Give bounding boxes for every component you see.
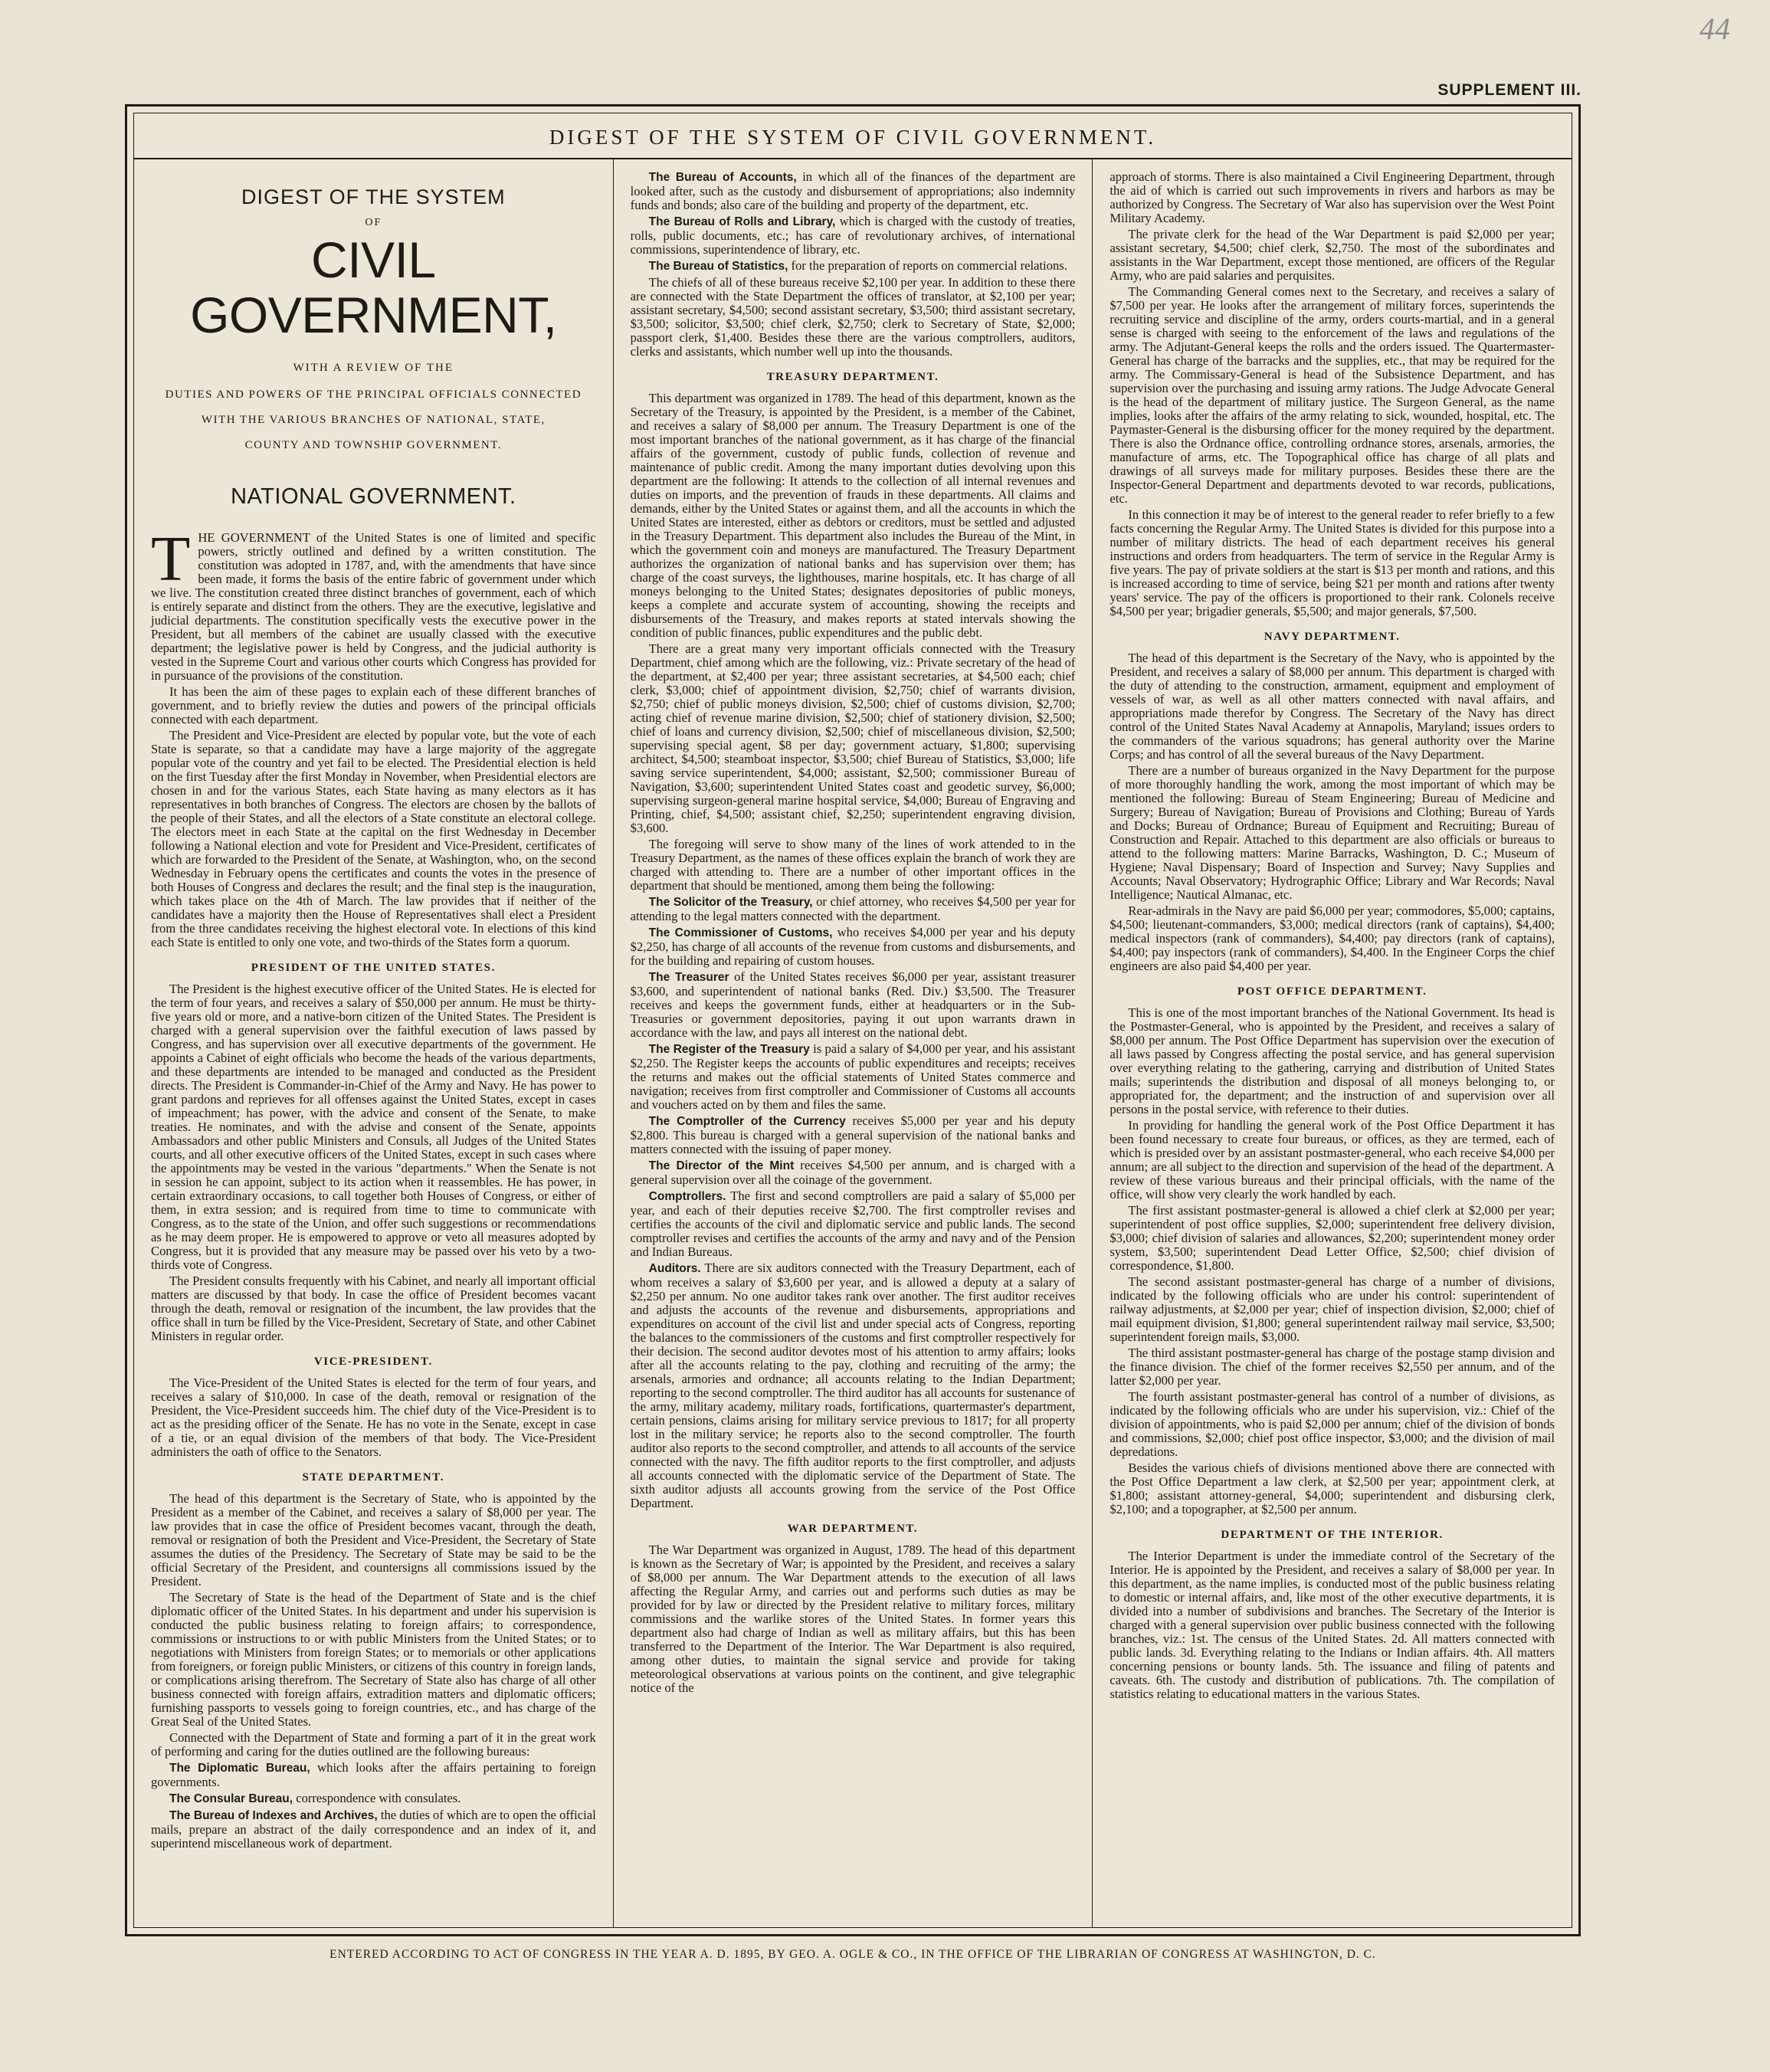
national-heading: NATIONAL GOVERNMENT.: [231, 484, 516, 509]
paragraph: The Bureau of Statistics, for the preparation of reports on commercial relations.: [648, 258, 1067, 273]
paragraph: The Diplomatic Bureau, which looks after the affairs pertaining to foreign governments.: [151, 1760, 596, 1789]
paragraph: Connected with the Department of State and forming a part of it in the great work of performing and caring for the duties outlined are the following bureaus:: [151, 1730, 596, 1759]
title-description: [151, 382, 596, 458]
paragraph: The Consular Bureau, correspondence with consulates.: [169, 1791, 461, 1805]
state-department-heading: STATE DEPARTMENT.: [302, 1471, 445, 1484]
title-line-1: DIGEST OF THE SYSTEM: [241, 185, 506, 208]
paragraph: The President is the highest executive officer of the United States. He is elected for the term of four years, and receives a salary of $50,000 per annum. He must be thirty-five years old or more, and a native-born citizen of the United States. The President is charged with a general supervision over the faithful execution of laws passed by Congress, and has supervision over all executive departments of the government. He appoints a Cabinet of eight officials who become the heads of the various departments, and these departments are intended to be managed and conducted as the President directs. The President is Commander-in-Chief of the Army and Navy. He has power to grant pardons and reprieves for all offenses against the United States, except in cases of impeachment; has power, with the advice and consent of the Senate, to make treaties. He nominates, and with the advise and consent of the Senate, appoints Ambassadors and other public Ministers and Consuls, all Judges of the United States courts, and all other executive officers of the United States, except in such cases where the appointments may be vested in the various "departments." When the Senate is not in session he can appoint, subject to its action when it reassembles. He has power, in certain extraordinary occasions, to call together both Houses of Congress, or either of them, in extra session; and is required from time to time to communicate with Congress, as to the state of the Union, and offer such suggestions or recommendations as he may deem proper. He is empowered to approve or veto all measures adopted by Congress, but it is provided that any measure may be passed over his veto by a two-thirds vote of Congress.: [151, 982, 596, 1272]
paragraph: THE GOVERNMENT of the United States is one of limited and specific powers, strictly outlined and defined by a written constitution. The constitution was adopted in 1787, and, with the amendments that have since been made, it forms the basis of the entire fabric of government under which we live. The constitution created three distinct branches of government, each of which is entirely separate and distinct from the others. They are the executive, legislative and judicial departments. The constitution specifically vests the executive power in the President, but all members of the cabinet are usually classed with the executive department; the legislative power is held by Congress, and the judicial authority is vested in the Supreme Court and various other courts which Congress has provided for in pursuance of the provisions of the constitution.: [151, 523, 596, 683]
paragraph: The first assistant postmaster-general is allowed a chief clerk at $2,000 per year; superintendent of post office supplies, $2,000; superintendent free delivery division, $3,000; chief division of salaries and allowances, $2,200; superintendent money order system, $3,500; superintendent Dead Letter Office, $2,500; chief division of correspondence, $1,800.: [1110, 1203, 1555, 1273]
paragraph: The President consults frequently with his Cabinet, and nearly all important official matters are discussed by that body. In case the office of President becomes vacant through the death, removal or resignation of the incumbent, the law provides that the office shall in turn be filled by the Vice-President, Secretary of State, and other Cabinet Ministers in regular order.: [151, 1274, 596, 1343]
treasury-heading: TREASURY DEPARTMENT.: [766, 371, 939, 383]
paragraph: In this connection it may be of interest to the general reader to refer briefly to a few facts concerning the Regular Army. The United States is divided for this purpose into a number of military districts. The head of each department receives his general instructions and orders from headquarters. The term of service in the Regular Army is five years. The pay of private soldiers at the start is $13 per month and rations, and this is increased according to time of service, being $21 per month and rations after twenty years' service. The pay of the officers is proportioned to their rank. Colonels receive $4,500 per year; brigadier generals, $5,500; and major generals, $7,500.: [1110, 507, 1555, 618]
header-title: DIGEST OF THE SYSTEM OF CIVIL GOVERNMENT.: [549, 126, 1157, 149]
paragraph: The private clerk for the head of the War Department is paid $2,000 per year; assistant secretary, $4,500; chief clerk, $2,750. The most of the subordinates and assistants in the War Department, except those mentioned, are officers of the Regular Army, who are paid salaries and perquisites.: [1110, 227, 1555, 283]
vice-president-heading: VICE-PRESIDENT.: [313, 1356, 433, 1368]
paragraph: approach of storms. There is also maintained a Civil Engineering Department, through the aid of which is carried out such improvements in rivers and harbors as may be authorized by Congress. The Secretary of War also has supervision over the West Point Military Academy.: [1110, 169, 1555, 225]
paragraph: The Secretary of State is the head of the Department of State and is the chief diplomatic officer of the United States. In his department and under his supervision is conducted the public business relating to foreign affairs; to correspondence, commissions or instructions to or with public Ministers from the United States; or to negotiations with Ministers from foreign States; or to memorials or other applications from foreigners, or foreign public Ministers, or citizens of this country in foreign lands, or complications arising therefrom. The Secretary of State also has charge of all other business connected with foreign affairs, extradition matters and diplomatic officers; furnishing passports to vessels going to foreign countries, etc., and has charge of the Great Seal of the United States.: [151, 1590, 596, 1729]
paragraph: This is one of the most important branches of the National Government. Its head is the Postmaster-General, who is appointed by the President, and receives a salary of $8,000 per annum. The Post Office Department has supervision over the execution of all laws passed by Congress affecting the postal service, and has general supervision over everything relating to the gathering, carrying and distribution of United States mails; superintends the distribution and disposal of all moneys belonging to, or appropriated for, the department; and the instruction of and supervision over all persons in the postal service, with reference to their duties.: [1110, 1005, 1555, 1116]
paragraph: The War Department was organized in August, 1789. The head of this department is known as the Secretary of War; is appointed by the President, and receives a salary of $8,000 per annum. The War Department attends to the execution of all laws affecting the Regular Army, and carries out and performs such duties as may be provided for by law or directed by the President relative to military forces, military commissions and the warlike stores of the United States. In former years this department also had charge of Indian as well as military affairs, but this has been transferred to the Department of the Interior. The War Department is also required, among other duties, to maintain the signal service and provide for taking meteorological observations at various points on the continent, and give telegraphic notice of the: [630, 1543, 1076, 1695]
drop-cap: T: [151, 523, 191, 595]
title-main: CIVIL GOVERNMENT,: [190, 231, 557, 343]
paragraph: The Commissioner of Customs, who receives $4,000 per year and his deputy $2,250, has charge of all accounts of the revenue from customs and disbursements, and for the building and repairing of custom houses.: [630, 925, 1076, 968]
title-review: WITH A REVIEW OF THE: [293, 362, 454, 374]
paragraph: The Comptroller of the Currency receives $5,000 per year and his deputy $2,800. This bureau is charged with a general supervision of the national banks and matters connected with the issuing of paper money.: [630, 1113, 1076, 1156]
paragraph: In providing for handling the general work of the Post Office Department it has been found necessary to create four bureaus, or offices, as they are termed, each of which is presided over by an assistant postmaster-general, who each receive $4,000 per annum; are all subject to the direction and supervision of the head of the department. A review of these various bureaus and their principal officials, with the name of the office, will show very clearly the work handled by each.: [1110, 1118, 1555, 1202]
paragraph: Rear-admirals in the Navy are paid $6,000 per year; commodores, $5,000; captains, $4,500; lieutenant-commanders, $3,000; medical directors (rank of captains), $4,400; medical inspectors (rank of commanders), $4,400; pay directors (rank of captains), $4,400; pay inspectors (rank of commanders), $4,400. In the Engineer Corps the chief engineers are also paid $4,400 per year.: [1110, 903, 1555, 973]
frame-inner: [133, 113, 1572, 1928]
column-1: [134, 159, 614, 1927]
supplement-label: SUPPLEMENT III.: [1437, 81, 1582, 99]
paragraph: The head of this department is the Secretary of State, who is appointed by the President as a member of the Cabinet, and receives a salary of $8,000 per year. The law provides that in case the office of President becomes vacant, through the death, removal or resignation of both the President and Vice-President, the Secretary of State assumes the duties of the Presidency. The Secretary of State may be said to be the official Secretary of the President, and countersigns all commissions issued by the President.: [151, 1491, 596, 1588]
paragraph: The Interior Department is under the immediate control of the Secretary of the Interior. He is appointed by the President, and receives a salary of $8,000 per year. In this department, as the name implies, is conducted most of the public business relating to domestic or internal affairs, and, like most of the other executive departments, it is divided into a number of subdivisions and branches. The Secretary of the Interior is charged with a general supervision over public business connected with the following branches, viz.: 1st. The census of the United States. 2d. All matters connected with public lands. 3d. Everything relating to the Indians or Indian affairs. 4th. All matters concerning pensions or bounty lands. 5th. The issuance and filing of patents and caveats. 6th. The custody and distribution of publications. 7th. The compilation of statistics relating to educational matters in the various States.: [1110, 1549, 1555, 1701]
paragraph: The fourth assistant postmaster-general has control of a number of divisions, as indicated by the following officials who are under his supervision, viz.: Chief of the division of appointments, who is paid $2,000 per annum; chief of the division of bonds and commissions, $2,000; chief post office inspector, $3,000; and the division of mail depredations.: [1110, 1389, 1555, 1459]
paragraph: The Solicitor of the Treasury, or chief attorney, who receives $4,500 per year for attending to the legal matters connected with the department.: [630, 894, 1076, 923]
paragraph: Besides the various chiefs of divisions mentioned above there are connected with the Post Office Department a law clerk, at $2,500 per year; appointment clerk, at $1,800; assistant attorney-general, $4,000; superintendent and disbursing clerk, $2,100; and a topographer, at $2,500 per annum.: [1110, 1461, 1555, 1516]
paragraph: The Bureau of Indexes and Archives, the duties of which are to open the official mails, prepare an abstract of the daily correspondence and an index of it, and superintend miscellaneous work of department.: [151, 1808, 596, 1851]
paragraph: The second assistant postmaster-general has charge of a number of divisions, indicated by the following officials who are under his control: superintendent of railway adjustments, at $2,000 per year; chief of inspection division, $2,000; chief of mail equipment division, $1,800; general superintendent railway mail service, $3,500; superintendent foreign mails, $3,000.: [1110, 1274, 1555, 1344]
paragraph: Comptrollers. The first and second comptrollers are paid a salary of $5,000 per year, and each of their deputies receive $2,700. The first comptroller revises and certifies the accounts of the civil and diplomatic service and public lands. The second comptroller revises and certifies the accounts of the army and navy and of the Pension and Indian Bureaus.: [630, 1188, 1076, 1259]
column-3: [1093, 159, 1572, 1927]
page-number: 44: [1700, 11, 1730, 46]
post-office-heading: POST OFFICE DEPARTMENT.: [1237, 985, 1427, 998]
president-heading: PRESIDENT OF THE UNITED STATES.: [251, 962, 496, 974]
title-desc-1: DUTIES AND POWERS OF THE PRINCIPAL OFFICIALS CONNECTED: [165, 388, 582, 401]
paragraph: The Bureau of Accounts, in which all of the finances of the department are looked after, such as the custody and disbursement of appropriations; also indemnity funds and bonds; also care of the building and property of the department, etc.: [630, 169, 1076, 212]
paragraph: There are a number of bureaus organized in the Navy Department for the purpose of more thoroughly handling the work, among the most important of which may be mentioned the following: Bureau of Steam Engineering; Bureau of Medicine and Surgery; Bureau of Navigation; Bureau of Provisions and Clothing; Bureau of Yards and Docks; Bureau of Ordnance; Bureau of Equipment and Recruiting; Bureau of Construction and Repair. Attached to this department are also officials or bureaus to attend to the following matters: Marine Barracks, Washington, D. C.; Museum of Hygiene; Naval Dispensary; Board of Inspection and Survey; Navy Supplies and Accounts; Naval Observatory; Hydrographic Office; Library and War Records; Naval Intelligence; Nautical Almanac, etc.: [1110, 763, 1555, 902]
copyright-footer: ENTERED ACCORDING TO ACT OF CONGRESS IN THE YEAR A. D. 1895, BY GEO. A. OGLE & CO., IN THE OFFICE OF THE LIBRARIAN OF CONGRESS AT WASHINGTON, D. C.: [329, 1948, 1376, 1961]
title-desc-3: COUNTY AND TOWNSHIP GOVERNMENT.: [244, 439, 503, 451]
paragraph: The Bureau of Rolls and Library, which is charged with the custody of treaties, rolls, public documents, etc.; has care of revolutionary archives, of international commissions, superintendence of library, etc.: [630, 214, 1076, 257]
paragraph: The President and Vice-President are elected by popular vote, but the vote of each State is separate, so that a candidate may have a large majority of the aggregate popular vote of the country and yet fail to be elected. The Presidential election is held on the first Tuesday after the first Monday in November, when Presidential electors are chosen in and for the various States, each State having as many electors as it has representatives in both branches of Congress. The electors are chosen by the ballots of the people of their States, and all the electors of a State constitute an electoral college. The electors meet in each State at the capital on the first Wednesday in December following a National election and vote for President and Vice-President, certificates of which are forwarded to the President of the Senate, at Washington, who, on the second Wednesday in February opens the certificates and counts the votes in the presence of both Houses of Congress and declares the result; and the final step is the inauguration, which takes place on the 4th of March. The law provides that if neither of the candidates have a majority then the House of Representatives shall elect a President from the three candidates receiving the highest electoral vote. In elections of this kind each State is entitled to only one vote, and two-thirds of the States form a quorum.: [151, 728, 596, 949]
paragraph: The Director of the Mint receives $4,500 per annum, and is charged with a general supervision over all the coinage of the government.: [630, 1158, 1076, 1187]
paragraph: The Vice-President of the United States is elected for the term of four years, and receives a salary of $10,000. In case of the death, removal or resignation of the President, the Vice-President succeeds him. The chief duty of the Vice-President is to act as the presiding officer of the Senate. He has no vote in the Senate, except in case of a tie, or an equal division of the members of that body. The Vice-President administers the oath of office to the Senators.: [151, 1375, 596, 1459]
paragraph: There are a great many very important officials connected with the Treasury Department, chief among which are the following, viz.: Private secretary of the head of the department, at $2,400 per year; three assistant secretaries, at $4,500 each; chief clerk, $3,000; chief of appointment division, $2,750; chief of warrants division, $2,750; chief of public moneys division, $2,500; chief of customs division, $2,700; acting chief of revenue marine division, $2,500; chief of stationery division, $2,500; chief of loans and currency division, $2,500; chief of miscellaneous division, $2,500; supervising special agent, $8 per day; government actuary, $1,800; supervising architect, $4,500; steamboat inspector, $3,500; chief Bureau of Statistics, $3,000; life saving service superintendent, $4,000; assistant, $2,500; commissioner Bureau of Navigation, $3,600; superintendent United States coast and geodetic survey, $6,000; supervising surgeon-general marine hospital service, $4,000; Bureau of Engraving and Printing, chief, $4,500; assistant chief, $2,250; superintendent engraving division, $3,600.: [630, 641, 1076, 835]
paragraph: The chiefs of all of these bureaus receive $2,100 per year. In addition to these there are connected with the State Department the offices of translator, at $2,100 per year; assistant secretary, $4,500; second assistant secretary, $3,500; third assistant secretary, $3,500; solicitor, $3,500; chief clerk, $2,750; clerk to Secretary of State, $2,000; passport clerk, $1,400. Besides these there are the various comptrollers, auditors, clerks and assistants, which number well up into the thousands.: [630, 275, 1076, 359]
paragraph: The third assistant postmaster-general has charge of the postage stamp division and the finance division. The chief of the former receives $2,550 per annum, and of the latter $2,000 per year.: [1110, 1346, 1555, 1388]
title-desc-2: WITH THE VARIOUS BRANCHES OF NATIONAL, STATE,: [201, 414, 546, 426]
paragraph: The head of this department is the Secretary of the Navy, who is appointed by the President, and receives a salary of $8,000 per annum. This department is charged with the duty of attending to the construction, armament, equipment and employment of vessels of war, as well as all other matters connected with naval affairs, and appropriations made therefor by Congress. The Secretary of the Navy has direct control of the United States Naval Academy at Annapolis, Maryland; issues orders to the commanders of the various squadrons; has general authority over the Marine Corps; and has control of all the several bureaus of the Navy Department.: [1110, 651, 1555, 762]
paragraph: The foregoing will serve to show many of the lines of work attended to in the Treasury Department, as the names of these offices explain the branch of work they are charged with attending to. There are a number of other important offices in the department that should be mentioned, among them being the following:: [630, 837, 1076, 893]
paragraph: It has been the aim of these pages to explain each of these different branches of government, and to briefly review the duties and powers of the principal officials connected with each department.: [151, 684, 596, 726]
paragraph: The Register of the Treasury is paid a salary of $4,000 per year, and his assistant $2,250. The Register keeps the accounts of public expenditures and receipts; receives the returns and makes out the official statements of United States commerce and navigation; receives from first comptroller and Commissioner of Customs all accounts and vouchers acted on by them and files the same.: [630, 1041, 1076, 1112]
columns: [134, 159, 1572, 1927]
column-2: [614, 159, 1093, 1927]
document-frame: [125, 104, 1581, 1936]
interior-heading: DEPARTMENT OF THE INTERIOR.: [1221, 1529, 1444, 1541]
paragraph: This department was organized in 1789. The head of this department, known as the Secretary of the Treasury, is appointed by the President, is a member of the Cabinet, and receives a salary of $8,000 per annum. The Treasury Department is one of the most important branches of the national government, as it has charge of the financial affairs of the government, custody of public funds, collection of revenue and maintenance of public credit. Among the many important duties devolving upon this department are the following: It attends to the collection of all internal revenues and duties on imports, and the prevention of frauds in these departments. All claims and demands, either by the United States or against them, and all the accounts in which the United States are interested, either as debtors or creditors, must be settled and adjusted in the Treasury Department. This department also includes the Bureau of the Mint, in which the government coin and moneys are manufactured. The Treasury Department authorizes the organization of national banks and has supervision over them; has charge of the coast surveys, the lighthouses, marine hospitals, etc. It has charge of all moneys belonging to the United States; designates depositories of public moneys, keeps a complete and accurate system of accounting, showing the receipts and disbursements of the Treasury, and makes reports at stated intervals showing the condition of public finances, public expenditures and the public debt.: [630, 391, 1076, 640]
paragraph: Auditors. There are six auditors connected with the Treasury Department, each of whom receives a salary of $3,600 per year, and is allowed a deputy at a salary of $2,250 per annum. No one auditor takes rank over another. The first auditor receives and adjusts the accounts of the revenue and disbursements, appropriations and expenditures on account of the civil list and under special acts of Congress, reporting the balances to the commissioners of the customs and first comptroller respectively for their decision. The second auditor devotes most of his attention to army affairs; looks after all the accounts relating to the pay, clothing and recruiting of the army; the arsenals, armories and ordnance; all accounts relating to the Indian Department; reporting to the second comptroller. The third auditor has all accounts for sustenance of the army, military academy, military roads, fortifications, quartermaster's department, certain pensions, claims arising for military service previous to 1817; for all property lost in the military service; he reports also to the second comptroller. The fourth auditor also reports to the second comptroller, and attends to all accounts of the service connected with the navy. The fifth auditor reports to the first comptroller, and adjusts all accounts connected with the diplomatic service of the Department of State. The sixth auditor adjusts all accounts growing from the service of the Post Office Department.: [630, 1261, 1076, 1510]
paragraph: The Commanding General comes next to the Secretary, and receives a salary of $7,500 per year. He looks after the arrangement of military forces, superintends the recruiting service and discipline of the army, orders courts-martial, and in a general sense is charged with seeing to the enforcement of the laws and regulations of the army. The Adjutant-General keeps the rolls and the orders issued. The Quartermaster-General has charge of the barracks and the supplies, etc., that may be required for the army. The Commissary-General is head of the Subsistence Department, and has supervision over the purchasing and issuing army rations. The Judge Advocate General is the head of the department of military justice. The Surgeon General, as the name implies, looks after the affairs of the army relating to sick, wounded, hospital, etc. The Paymaster-General is the disbursing officer for the money required by the department. There is also the Ordnance office, controlling ordnance stores, arsenals, armories, the manufacture of arms, etc. The Topographical office has charge of all plats and drawings of all surveys made for military purposes. Besides these there are the Inspector-General Department and departments devoted to war records, publications, etc.: [1110, 284, 1555, 506]
paragraph: The Treasurer of the United States receives $6,000 per year, assistant treasurer $3,600, and superintendent of national banks (Red. Div.) $3,500. The Treasurer receives and keeps the government funds, either at headquarters or in the Sub-Treasuries or government depositories, paying it out upon warrants drawn in accordance with the law, and pays all interest on the national debt.: [630, 969, 1076, 1040]
title-of: OF: [365, 217, 382, 228]
navy-heading: NAVY DEPARTMENT.: [1264, 631, 1401, 643]
war-heading: WAR DEPARTMENT.: [787, 1523, 919, 1535]
